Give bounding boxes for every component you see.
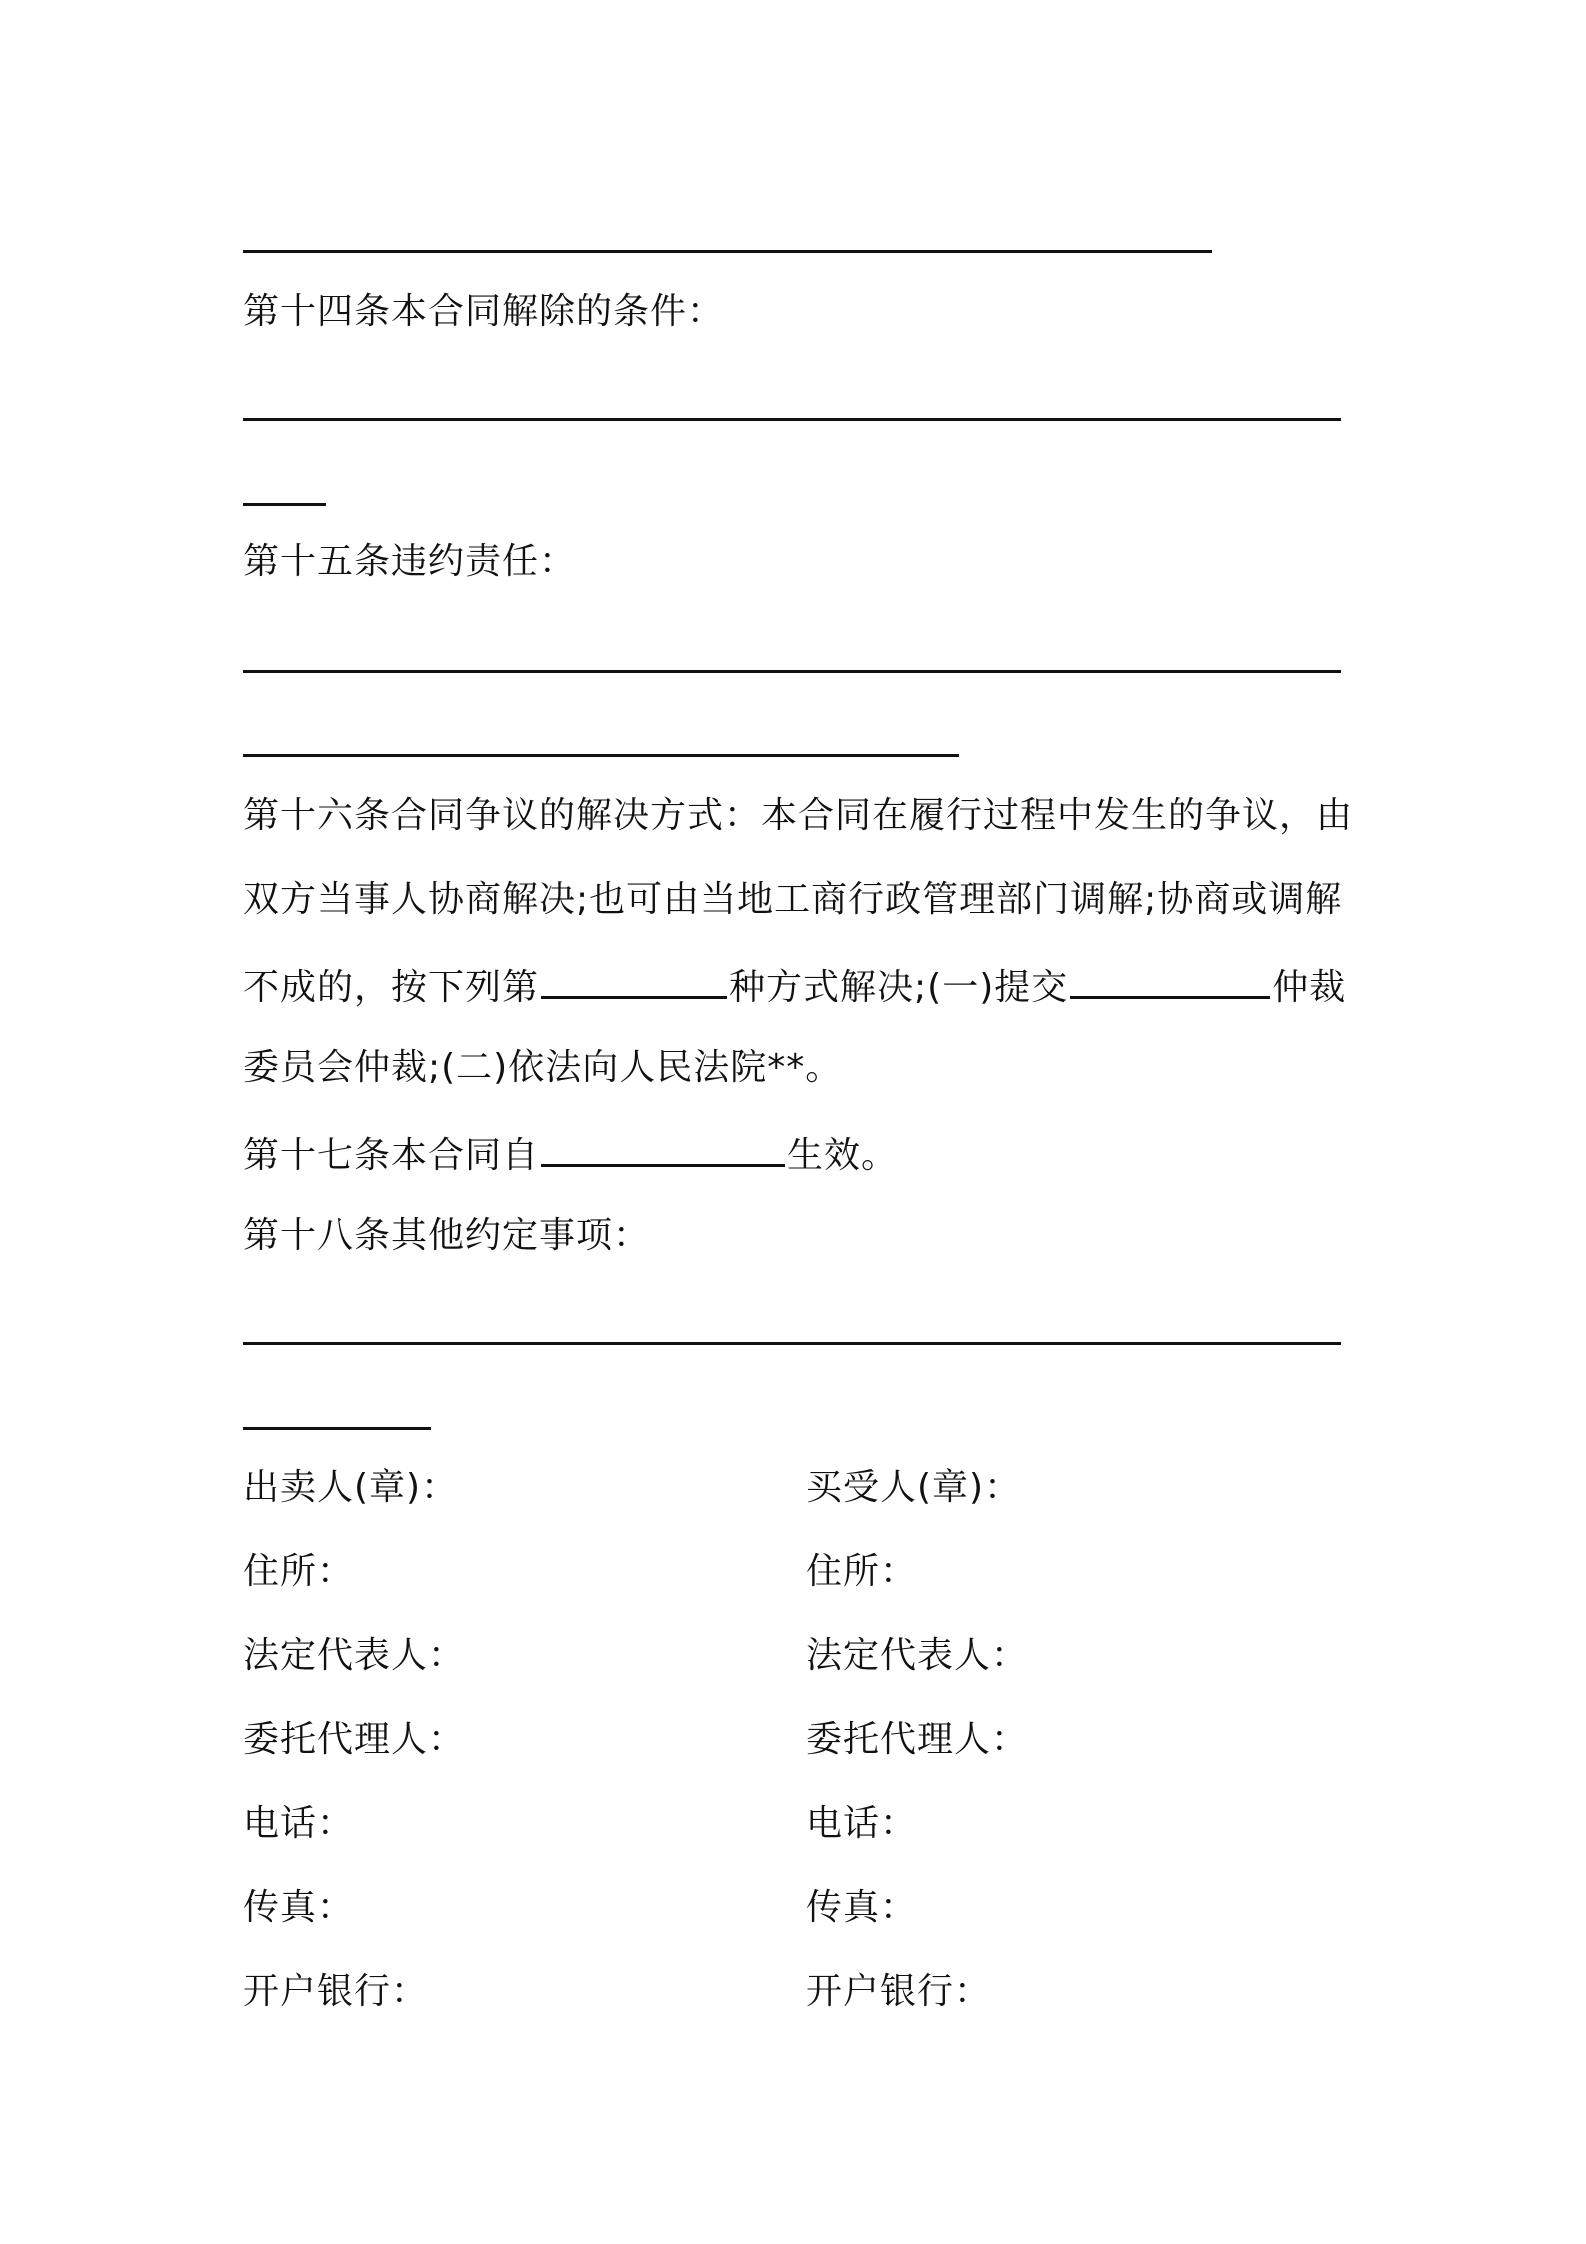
buyer-legal-rep: 法定代表人： [806,1635,1029,1676]
blank-effective-date [541,1130,785,1167]
article-17 [243,1130,898,1178]
seller-bank: 开户银行： [243,1971,429,2012]
article-16-line-1: 第十六条合同争议的解决方式：本合同在履行过程中发生的争议，由 [243,795,1354,836]
article-16-line-3-b: 种方式解决;(一)提交 [729,967,1069,1008]
buyer-address: 住所： [806,1551,918,1592]
article-16-line-4: 委员会仲裁;(二)依法向人民法院**。 [243,1047,843,1088]
buyer-phone: 电话： [806,1803,918,1844]
article-17-a: 第十七条本合同自 [243,1135,540,1176]
article-15-title: 第十五条违约责任： [243,541,577,582]
blank-line [243,754,959,757]
article-16-line-3 [243,962,1346,1010]
blank-method-number [541,962,727,999]
buyer-title: 买受人(章)： [806,1467,1022,1508]
seller-agent: 委托代理人： [243,1719,466,1760]
blank-line [243,503,326,506]
seller-address: 住所： [243,1551,355,1592]
blank-line [243,670,1341,673]
article-17-b: 生效。 [787,1135,899,1176]
blank-line [243,1427,431,1430]
seller-title: 出卖人(章)： [243,1467,459,1508]
seller-phone: 电话： [243,1803,355,1844]
blank-line [243,418,1341,421]
article-14-title: 第十四条本合同解除的条件： [243,291,725,332]
article-18-title: 第十八条其他约定事项： [243,1215,651,1256]
blank-arbitration-committee [1070,962,1270,999]
buyer-bank: 开户银行： [806,1971,992,2012]
buyer-fax: 传真： [806,1887,918,1928]
seller-legal-rep: 法定代表人： [243,1635,466,1676]
seller-fax: 传真： [243,1887,355,1928]
article-16-line-2: 双方当事人协商解决;也可由当地工商行政管理部门调解;协商或调解 [243,879,1343,920]
buyer-agent: 委托代理人： [806,1719,1029,1760]
article-16-line-3-c: 仲裁 [1272,967,1347,1008]
blank-line [243,250,1212,253]
article-16-line-3-a: 不成的，按下列第 [243,967,540,1008]
blank-line [243,1342,1341,1345]
